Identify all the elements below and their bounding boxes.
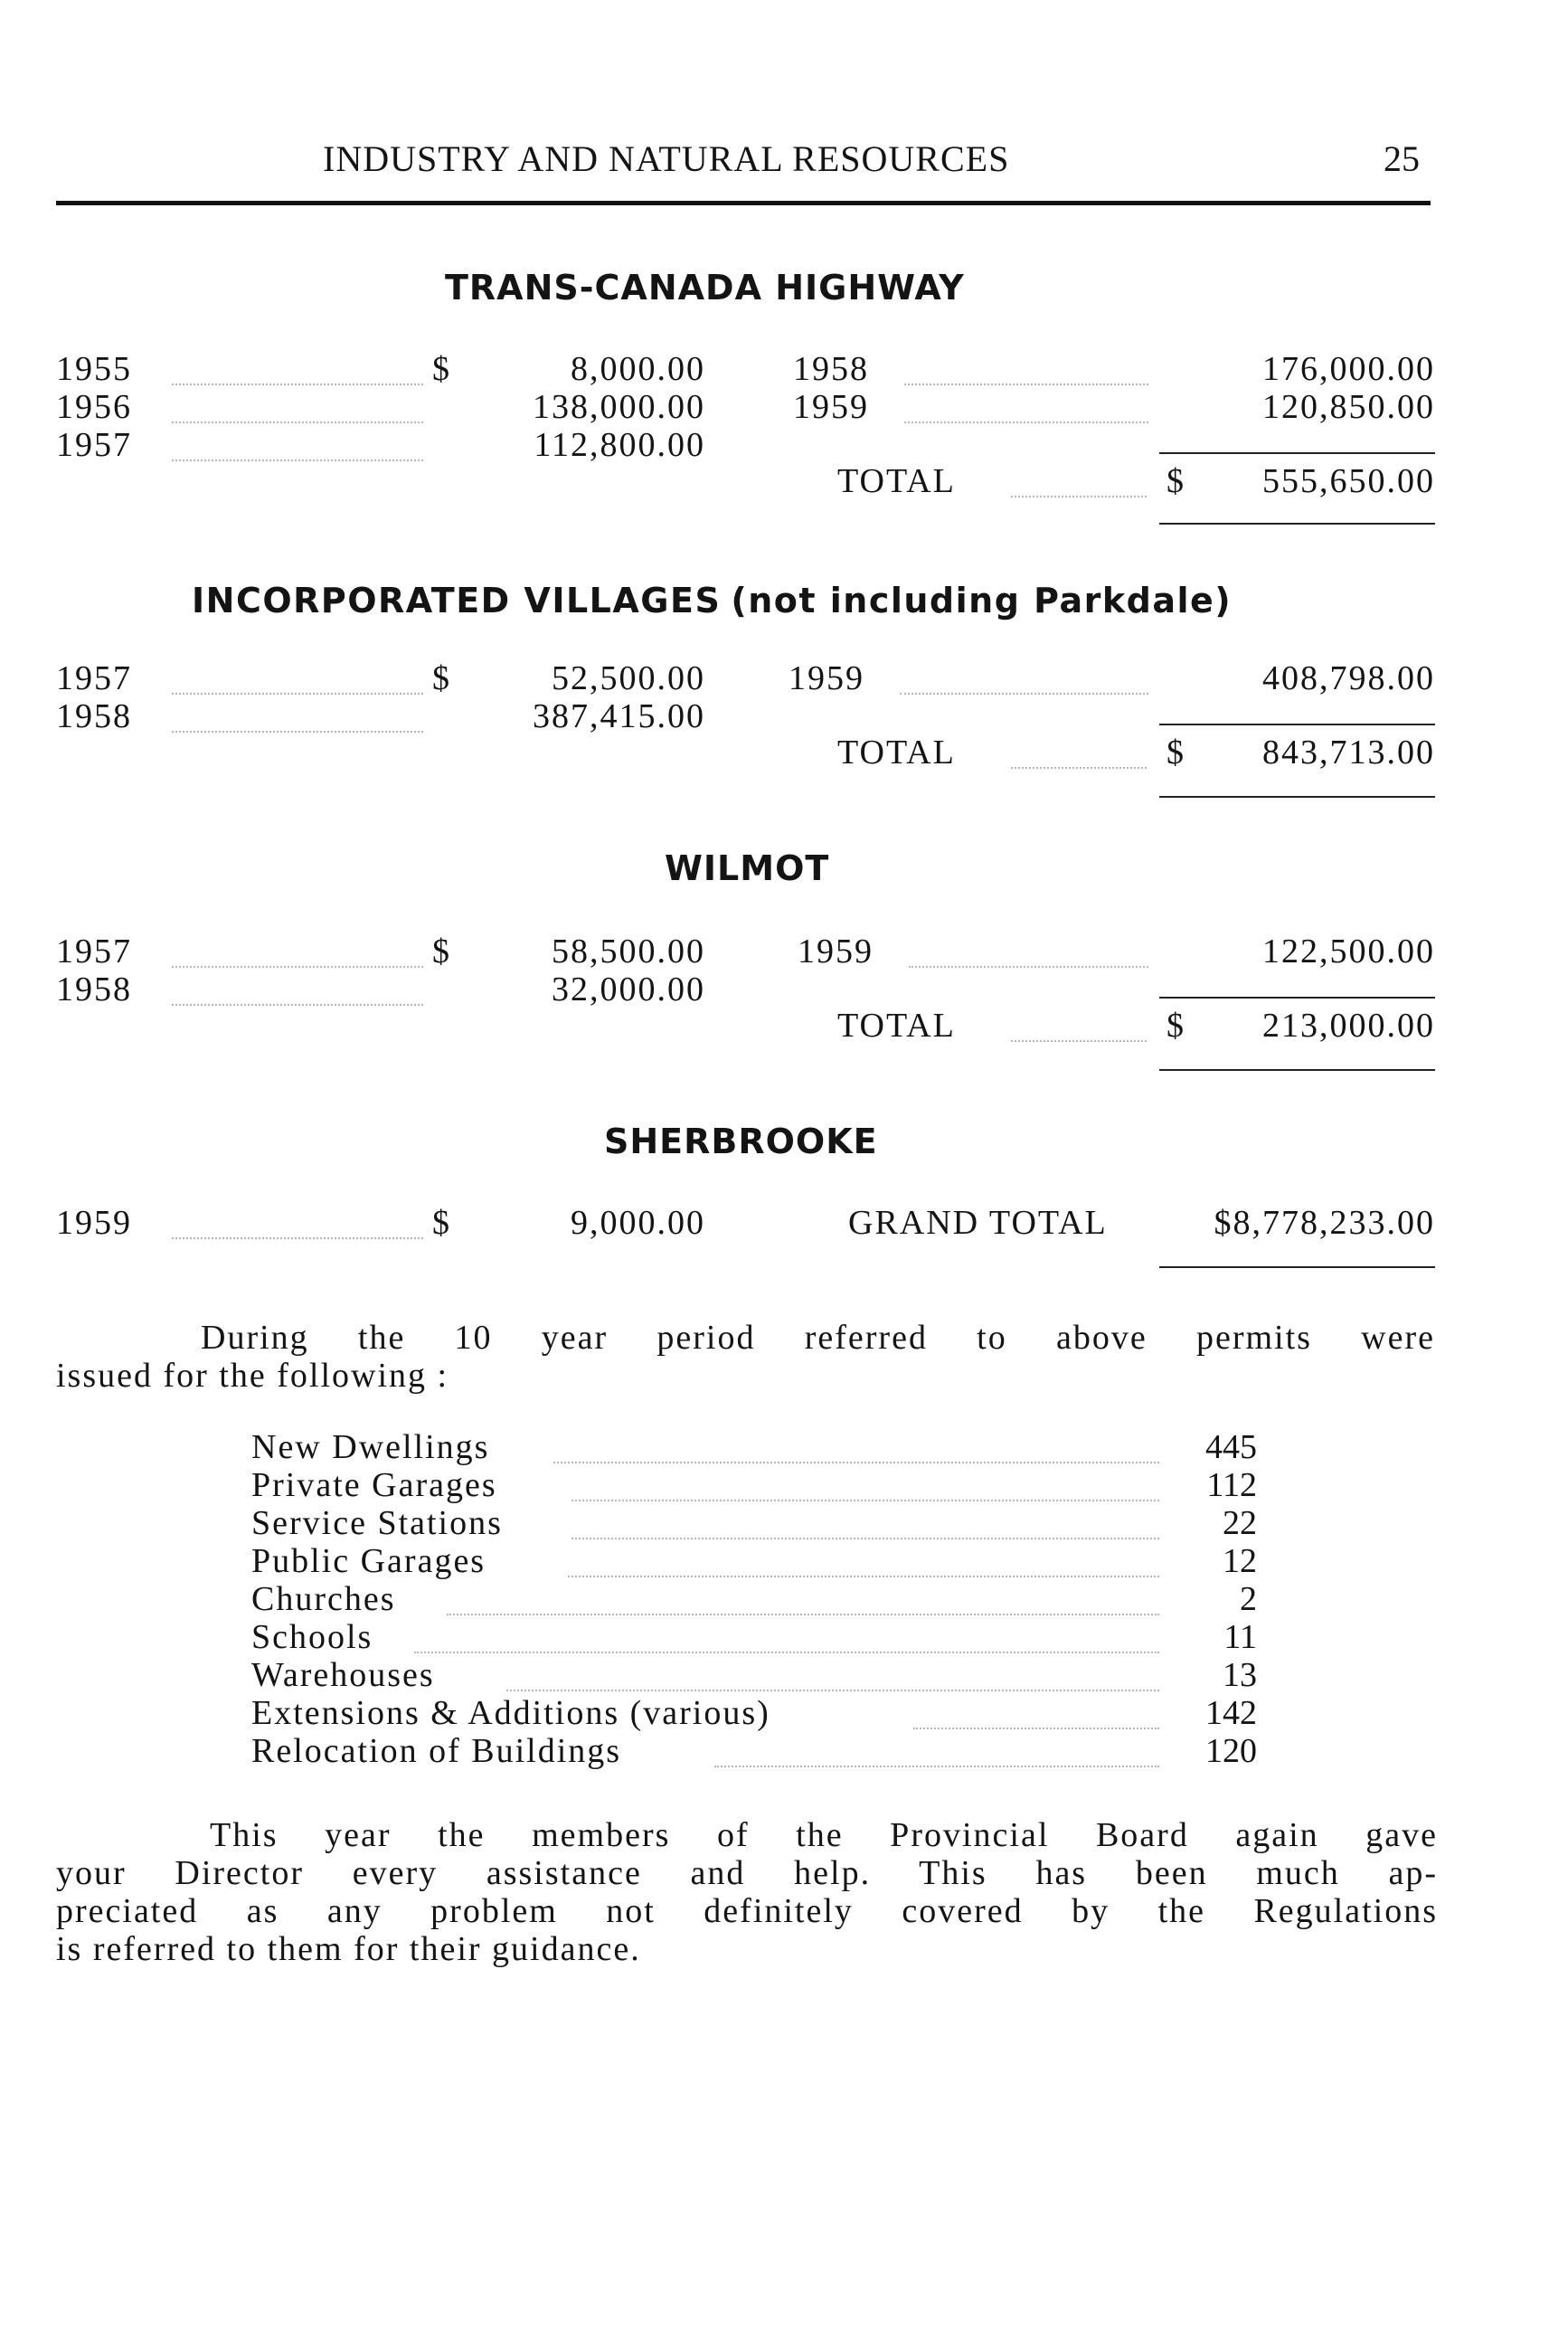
total-label: TOTAL <box>837 734 956 772</box>
dot-leader <box>172 1004 423 1006</box>
grand-total-amount: $8,778,233.00 <box>1214 1204 1435 1242</box>
permit-type: Service Stations <box>251 1504 503 1542</box>
grand-total-rule <box>1159 1266 1435 1268</box>
permit-type: Private Garages <box>251 1466 497 1504</box>
permit-count: 142 <box>1205 1694 1257 1732</box>
currency-sign: $ <box>432 1204 451 1242</box>
sum-rule <box>1159 452 1435 454</box>
dot-leader <box>900 693 1148 695</box>
permit-count: 22 <box>1223 1504 1257 1542</box>
dot-leader <box>172 1237 423 1239</box>
dot-leader <box>553 1462 1159 1463</box>
year-label: 1959 <box>798 933 874 970</box>
dot-leader <box>904 421 1148 423</box>
permit-type: Public Garages <box>251 1542 486 1580</box>
dot-leader <box>172 421 423 423</box>
permit-count: 445 <box>1205 1428 1257 1466</box>
year-label: 1959 <box>56 1204 132 1242</box>
dot-leader <box>414 1652 1159 1653</box>
year-label: 1958 <box>793 350 869 388</box>
permits-intro-line-2: issued for the following : <box>56 1357 449 1395</box>
header-rule <box>56 201 1431 205</box>
section-title-sherbrooke: SHERBROOKE <box>604 1122 878 1161</box>
dot-leader <box>904 383 1148 385</box>
amount-value: 8,000.00 <box>571 350 705 388</box>
total-rule <box>1159 1069 1435 1071</box>
dot-leader <box>571 1500 1159 1501</box>
total-amount: 555,650.00 <box>1262 462 1435 500</box>
currency-sign: $ <box>432 350 451 388</box>
dot-leader <box>172 459 423 461</box>
dot-leader <box>913 1728 1159 1729</box>
year-label: 1957 <box>56 933 132 970</box>
sum-rule <box>1159 997 1435 999</box>
permit-type: Schools <box>251 1618 373 1656</box>
currency-sign: $ <box>432 933 451 970</box>
permit-count: 2 <box>1240 1580 1257 1618</box>
currency-sign: $ <box>432 659 451 697</box>
running-head-title: INDUSTRY AND NATURAL RESOURCES <box>323 138 1010 179</box>
currency-sign: $ <box>1167 462 1185 500</box>
dot-leader <box>1011 767 1147 769</box>
amount-value: 9,000.00 <box>571 1204 705 1242</box>
page-number: 25 <box>1384 138 1420 179</box>
amount-value: 122,500.00 <box>1262 933 1435 970</box>
permit-count: 13 <box>1223 1656 1257 1694</box>
total-amount: 213,000.00 <box>1262 1007 1435 1045</box>
amount-value: 32,000.00 <box>552 970 705 1008</box>
grand-total-label: GRAND TOTAL <box>848 1204 1108 1242</box>
dot-leader <box>1011 1040 1147 1042</box>
amount-value: 138,000.00 <box>533 388 705 426</box>
permit-count: 11 <box>1223 1618 1257 1656</box>
dot-leader <box>172 383 423 385</box>
closing-line-2: your Director every assistance and help. This has been much ap- <box>56 1854 1438 1892</box>
dot-leader <box>172 966 423 968</box>
dot-leader <box>571 1538 1159 1539</box>
amount-value: 408,798.00 <box>1262 659 1435 697</box>
year-label: 1956 <box>56 388 132 426</box>
year-label: 1957 <box>56 659 132 697</box>
dot-leader <box>568 1576 1159 1577</box>
permit-type: Churches <box>251 1580 396 1618</box>
dot-leader <box>172 693 423 695</box>
permit-type: Extensions & Additions (various) <box>251 1694 770 1732</box>
year-label: 1955 <box>56 350 132 388</box>
closing-line-3: preciated as any problem not definitely covered by the Regulations <box>56 1892 1438 1930</box>
dot-leader <box>506 1690 1159 1691</box>
section-subtitle: (not including Parkdale) <box>731 581 1233 620</box>
amount-value: 58,500.00 <box>552 933 705 970</box>
dot-leader <box>909 966 1148 968</box>
closing-line-4: is referred to them for their guidance. <box>56 1930 641 1968</box>
dot-leader <box>1011 496 1147 497</box>
section-title-incorporated-villages <box>192 581 1232 621</box>
amount-value: 112,800.00 <box>534 426 705 464</box>
total-amount: 843,713.00 <box>1262 734 1435 772</box>
section-title-trans-canada: TRANS-CANADA HIGHWAY <box>445 268 965 308</box>
year-label: 1957 <box>56 426 132 464</box>
amount-value: 52,500.00 <box>552 659 705 697</box>
year-label: 1958 <box>56 697 132 735</box>
amount-value: 176,000.00 <box>1262 350 1435 388</box>
currency-sign: $ <box>1167 1007 1185 1045</box>
amount-value: 120,850.00 <box>1262 388 1435 426</box>
total-rule <box>1159 523 1435 525</box>
permit-count: 112 <box>1206 1466 1257 1504</box>
year-label: 1959 <box>793 388 869 426</box>
permit-type: Warehouses <box>251 1656 435 1694</box>
sum-rule <box>1159 724 1435 725</box>
year-label: 1959 <box>789 659 864 697</box>
dot-leader <box>172 731 423 733</box>
dot-leader <box>447 1614 1159 1615</box>
permit-type: New Dwellings <box>251 1428 490 1466</box>
currency-sign: $ <box>1167 734 1185 772</box>
closing-line-1: This year the members of the Provincial Board again gave <box>210 1816 1438 1854</box>
permits-intro-line-1: During the 10 year period referred to above permits were <box>201 1319 1435 1357</box>
permit-count: 12 <box>1223 1542 1257 1580</box>
total-label: TOTAL <box>837 1007 956 1045</box>
total-label: TOTAL <box>837 462 956 500</box>
amount-value: 387,415.00 <box>533 697 705 735</box>
permit-count: 120 <box>1205 1732 1257 1770</box>
section-title-text: INCORPORATED VILLAGES <box>192 581 722 620</box>
dot-leader <box>714 1766 1159 1767</box>
permit-type: Relocation of Buildings <box>251 1732 622 1770</box>
year-label: 1958 <box>56 970 132 1008</box>
total-rule <box>1159 796 1435 798</box>
section-title-wilmot: WILMOT <box>665 848 830 888</box>
